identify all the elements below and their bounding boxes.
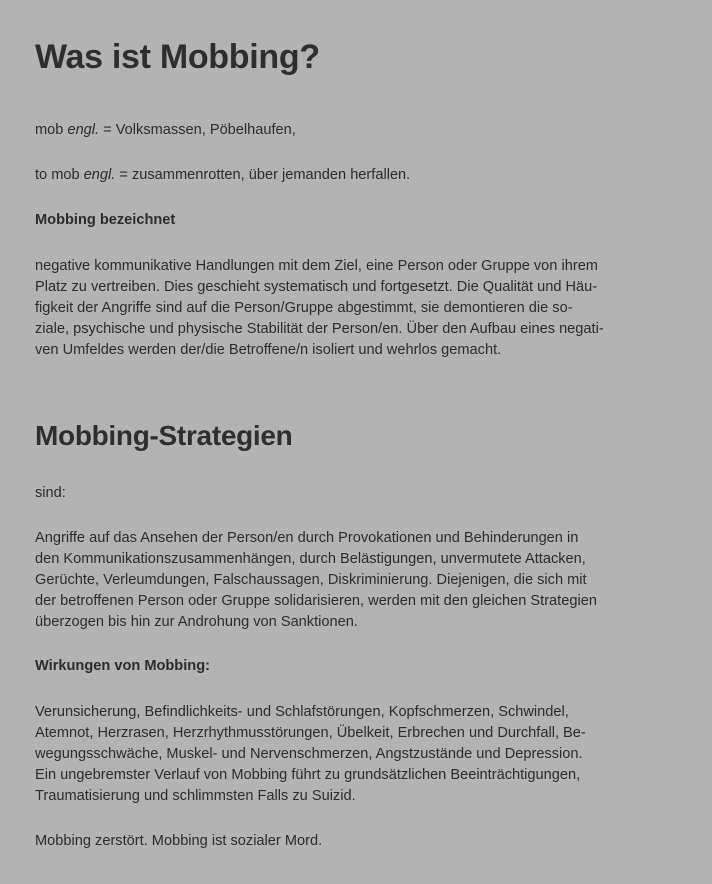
definition-to-mob — [35, 165, 635, 186]
paragraph-line: negative kommunikative Handlungen mit dem Ziel, eine Person oder Gruppe von ihrem — [35, 258, 598, 274]
definition-meaning: = Volksmassen, Pöbelhaufen, — [99, 122, 296, 138]
paragraph-line: der betroffenen Person oder Gruppe solidarisieren, werden mit den gleichen Strategien — [35, 593, 597, 609]
paragraph-line: Ein ungebremster Verlauf von Mobbing führt zu grundsätzlichen Beeinträchtigungen, — [35, 767, 581, 783]
description-paragraph — [35, 256, 635, 361]
definition-language: engl. — [83, 167, 116, 183]
paragraph-line: Gerüchte, Verleumdungen, Falschaussagen, Diskriminierung. Diejenigen, die sich mit — [35, 572, 587, 588]
paragraph-line: Platz zu vertreiben. Dies geschieht systematisch und fortgesetzt. Die Qualität und Häu- — [35, 279, 598, 295]
paragraph-line: ziale, psychische und physische Stabilität der Person/en. Über den Aufbau eines negati- — [35, 321, 604, 337]
definition-word: to mob — [35, 167, 80, 183]
paragraph-line: überzogen bis hin zur Androhung von Sanktionen. — [35, 614, 358, 630]
paragraph-line: den Kommunikationszusammenhängen, durch Belästigungen, unvermutete Attacken, — [35, 551, 586, 567]
paragraph-line: Angriffe auf das Ansehen der Person/en durch Provokationen und Behinderungen in — [35, 530, 579, 546]
section-title-strategien: Mobbing-Strategien — [35, 420, 293, 451]
definition-meaning: = zusammenrotten, über jemanden herfallen. — [115, 167, 411, 183]
paragraph-line: Atemnot, Herzrasen, Herzrhythmusstörungen, Übelkeit, Erbrechen und Durchfall, Be- — [35, 725, 586, 741]
conclusion-text: Mobbing zerstört. Mobbing ist sozialer Mord. — [35, 833, 323, 849]
paragraph-line: Verunsicherung, Befindlichkeits- und Schlafstörungen, Kopfschmerzen, Schwindel, — [35, 704, 569, 720]
subheading-wirkungen: Wirkungen von Mobbing: — [35, 658, 210, 674]
definition-mob — [35, 120, 635, 141]
paragraph-line: figkeit der Angriffe sind auf die Person/Gruppe abgestimmt, sie demontieren die so- — [35, 300, 573, 316]
paragraph-line: ven Umfeldes werden der/die Betroffene/n isoliert und wehrlos gemacht. — [35, 342, 502, 358]
definition-language: engl. — [67, 122, 100, 138]
subheading-mobbing-bezeichnet: Mobbing bezeichnet — [35, 212, 176, 228]
paragraph-line: wegungsschwäche, Muskel- und Nervenschmerzen, Angstzustände und Depression. — [35, 746, 583, 762]
strategies-paragraph — [35, 528, 635, 633]
strategies-intro: sind: — [35, 485, 66, 501]
page-title: Was ist Mobbing? — [35, 38, 320, 76]
paragraph-line: Traumatisierung und schlimmsten Falls zu Suizid. — [35, 788, 356, 804]
effects-paragraph — [35, 702, 635, 807]
definition-word: mob — [35, 122, 64, 138]
